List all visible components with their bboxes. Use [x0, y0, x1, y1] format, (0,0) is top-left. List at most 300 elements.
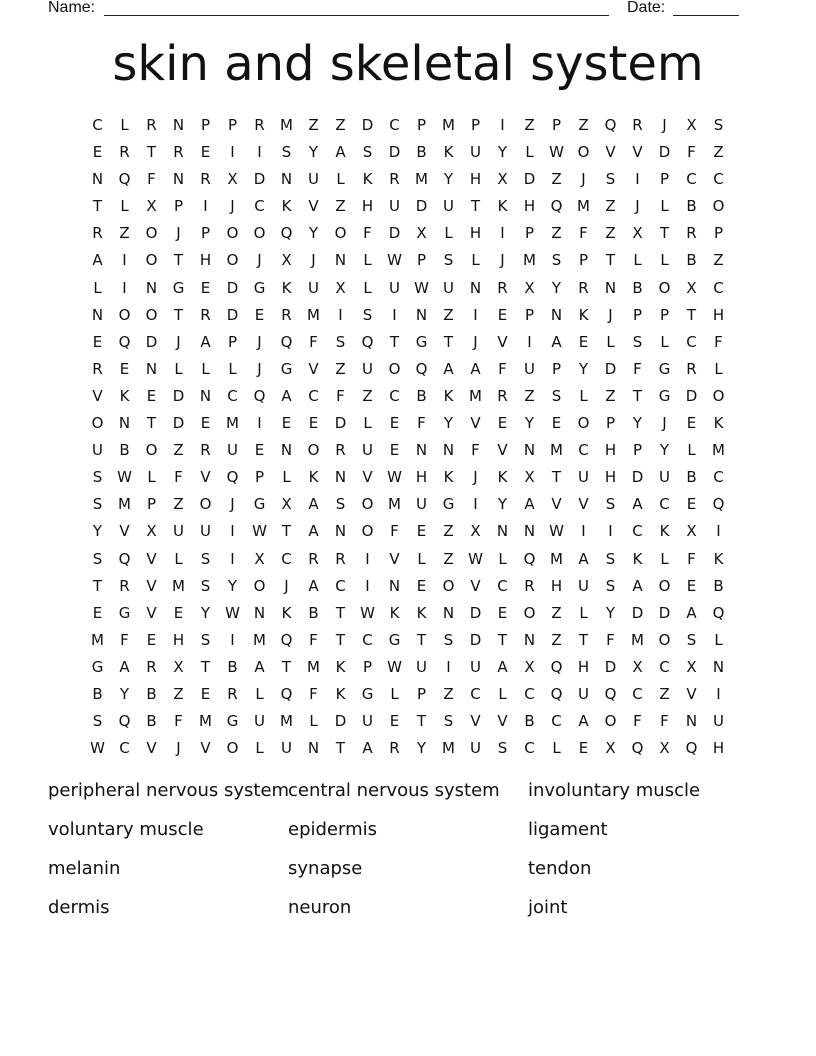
- grid-letter: L: [201, 359, 210, 378]
- grid-letter: I: [338, 305, 343, 324]
- grid-letter: P: [227, 332, 238, 351]
- grid-letter: E: [92, 603, 103, 622]
- grid-letter: S: [200, 549, 211, 568]
- grid-letter: J: [311, 251, 316, 270]
- grid-letter: R: [335, 441, 346, 460]
- grid-letter: Q: [280, 684, 293, 703]
- grid-letter: Y: [551, 278, 562, 297]
- grid-letter: D: [631, 468, 644, 487]
- grid-letter: Q: [253, 386, 266, 405]
- grid-letter: N: [415, 305, 428, 324]
- grid-letter: P: [254, 468, 265, 487]
- grid-letter: G: [658, 359, 671, 378]
- grid-letter: N: [91, 305, 104, 324]
- grid-letter: V: [146, 739, 157, 758]
- grid-letter: P: [524, 224, 535, 243]
- grid-letter: H: [469, 170, 482, 189]
- grid-letter: U: [200, 522, 211, 541]
- grid-letter: N: [253, 603, 266, 622]
- grid-letter: O: [145, 251, 158, 270]
- grid-letter: Y: [443, 170, 454, 189]
- grid-letter: X: [281, 251, 292, 270]
- grid-letter: A: [470, 359, 481, 378]
- grid-letter: F: [309, 684, 318, 703]
- name-label: Name:: [48, 0, 96, 16]
- grid-letter: O: [388, 359, 401, 378]
- grid-letter: B: [713, 576, 724, 595]
- grid-letter: P: [605, 414, 616, 433]
- grid-letter: C: [119, 739, 130, 758]
- grid-letter: K: [659, 522, 670, 541]
- grid-letter: D: [334, 712, 347, 731]
- grid-letter: I: [608, 522, 613, 541]
- grid-letter: E: [389, 441, 400, 460]
- grid-letter: K: [443, 386, 454, 405]
- grid-letter: F: [120, 630, 129, 649]
- grid-letter: R: [524, 576, 535, 595]
- grid-letter: N: [334, 468, 347, 487]
- grid-letter: S: [92, 495, 103, 514]
- grid-letter: J: [176, 332, 181, 351]
- grid-letter: J: [257, 359, 262, 378]
- grid-letter: U: [416, 495, 427, 514]
- grid-letter: F: [498, 359, 507, 378]
- grid-letter: P: [173, 197, 184, 216]
- grid-letter: P: [416, 684, 427, 703]
- grid-letter: B: [92, 684, 103, 703]
- grid-letter: P: [416, 116, 427, 134]
- grid-letter: Z: [605, 224, 616, 243]
- grid-letter: T: [497, 630, 508, 649]
- grid-letter: C: [92, 116, 103, 134]
- grid-letter: B: [416, 143, 427, 162]
- grid-letter: H: [199, 251, 212, 270]
- grid-letter: W: [360, 603, 375, 622]
- grid-letter: A: [632, 495, 643, 514]
- grid-letter: H: [604, 468, 617, 487]
- grid-letter: M: [469, 386, 482, 405]
- grid-letter: N: [442, 603, 455, 622]
- grid-letter: Z: [551, 630, 562, 649]
- grid-letter: O: [226, 251, 239, 270]
- grid-letter: K: [335, 684, 346, 703]
- grid-letter: X: [227, 170, 238, 189]
- grid-letter: U: [227, 441, 238, 460]
- grid-letter: U: [173, 522, 184, 541]
- grid-letter: C: [254, 197, 265, 216]
- grid-letter: B: [227, 657, 238, 676]
- grid-letter: Z: [443, 549, 454, 568]
- grid-letter: K: [362, 170, 373, 189]
- grid-letter: O: [361, 522, 374, 541]
- grid-letter: L: [714, 630, 723, 649]
- grid-letter: I: [230, 143, 235, 162]
- grid-letter: R: [308, 549, 319, 568]
- grid-letter: W: [387, 468, 402, 487]
- grid-letter: X: [605, 739, 616, 758]
- grid-letter: X: [632, 657, 643, 676]
- grid-letter: P: [632, 441, 643, 460]
- grid-letter: P: [146, 495, 157, 514]
- grid-letter: G: [253, 495, 266, 514]
- grid-letter: C: [632, 522, 643, 541]
- grid-letter: X: [686, 522, 697, 541]
- grid-letter: Q: [361, 332, 374, 351]
- grid-letter: X: [524, 468, 535, 487]
- grid-letter: P: [470, 116, 481, 134]
- grid-letter: A: [443, 359, 454, 378]
- grid-letter: S: [362, 305, 373, 324]
- grid-letter: U: [443, 197, 454, 216]
- grid-letter: D: [226, 305, 239, 324]
- grid-letter: S: [605, 495, 616, 514]
- grid-letter: N: [145, 278, 158, 297]
- grid-letter: Z: [713, 143, 724, 162]
- grid-letter: D: [604, 359, 617, 378]
- grid-letter: U: [416, 657, 427, 676]
- grid-letter: C: [578, 441, 589, 460]
- grid-letter: V: [497, 712, 508, 731]
- grid-letter: A: [578, 712, 589, 731]
- grid-letter: E: [254, 305, 265, 324]
- grid-letter: F: [417, 414, 426, 433]
- grid-letter: Y: [578, 359, 589, 378]
- grid-letter: H: [415, 468, 428, 487]
- grid-letter: E: [92, 332, 103, 351]
- grid-letter: D: [253, 170, 266, 189]
- grid-letter: E: [416, 522, 427, 541]
- grid-letter: L: [174, 549, 183, 568]
- grid-letter: T: [335, 739, 346, 758]
- grid-letter: M: [550, 441, 563, 460]
- grid-letter: Y: [497, 143, 508, 162]
- grid-letter: B: [686, 468, 697, 487]
- grid-letter: S: [281, 143, 292, 162]
- grid-letter: D: [226, 278, 239, 297]
- grid-letter: U: [524, 359, 535, 378]
- grid-letter: U: [362, 712, 373, 731]
- grid-letter: E: [200, 278, 211, 297]
- grid-letter: F: [174, 712, 183, 731]
- grid-letter: C: [686, 332, 697, 351]
- grid-letter: J: [284, 576, 289, 595]
- grid-letter: C: [227, 386, 238, 405]
- grid-letter: K: [713, 414, 724, 433]
- grid-letter: L: [309, 712, 318, 731]
- word-list-item: tendon: [528, 858, 592, 879]
- grid-letter: A: [119, 657, 130, 676]
- grid-letter: R: [200, 170, 211, 189]
- grid-letter: X: [686, 278, 697, 297]
- grid-letter: L: [120, 197, 129, 216]
- grid-letter: M: [415, 170, 428, 189]
- grid-letter: Q: [118, 170, 131, 189]
- grid-letter: U: [281, 739, 292, 758]
- grid-letter: Q: [415, 359, 428, 378]
- grid-letter: E: [551, 414, 562, 433]
- grid-letter: C: [470, 684, 481, 703]
- grid-letter: X: [470, 522, 481, 541]
- grid-letter: O: [523, 603, 536, 622]
- grid-letter: I: [581, 522, 586, 541]
- grid-letter: L: [282, 468, 291, 487]
- grid-letter: O: [199, 495, 212, 514]
- grid-letter: O: [91, 414, 104, 433]
- grid-letter: X: [524, 657, 535, 676]
- grid-letter: K: [443, 468, 454, 487]
- grid-letter: S: [605, 549, 616, 568]
- grid-letter: S: [92, 468, 103, 487]
- grid-letter: V: [200, 739, 211, 758]
- grid-letter: J: [581, 170, 586, 189]
- grid-letter: N: [118, 414, 131, 433]
- grid-letter: N: [334, 522, 347, 541]
- grid-letter: O: [145, 305, 158, 324]
- grid-letter: Q: [685, 739, 698, 758]
- grid-letter: F: [660, 712, 669, 731]
- grid-letter: L: [228, 359, 237, 378]
- grid-letter: O: [442, 576, 455, 595]
- grid-letter: X: [659, 739, 670, 758]
- grid-letter: V: [308, 359, 319, 378]
- grid-letter: R: [92, 359, 103, 378]
- grid-letter: L: [363, 251, 372, 270]
- grid-letter: L: [174, 359, 183, 378]
- grid-letter: M: [523, 251, 536, 270]
- grid-letter: I: [122, 278, 127, 297]
- grid-letter: C: [308, 386, 319, 405]
- grid-letter: O: [577, 143, 590, 162]
- grid-letter: K: [578, 305, 589, 324]
- grid-letter: R: [578, 278, 589, 297]
- grid-letter: V: [497, 332, 508, 351]
- grid-letter: E: [92, 143, 103, 162]
- grid-letter: Q: [280, 332, 293, 351]
- grid-letter: R: [632, 116, 643, 134]
- grid-letter: Z: [659, 684, 670, 703]
- grid-letter: H: [361, 197, 374, 216]
- grid-letter: R: [146, 657, 157, 676]
- grid-letter: Y: [92, 522, 103, 541]
- grid-letter: M: [550, 549, 563, 568]
- grid-letter: O: [253, 576, 266, 595]
- grid-letter: Q: [226, 468, 239, 487]
- grid-letter: P: [524, 305, 535, 324]
- grid-letter: Z: [605, 386, 616, 405]
- grid-letter: S: [497, 739, 508, 758]
- grid-letter: M: [253, 630, 266, 649]
- grid-letter: O: [145, 224, 158, 243]
- grid-letter: P: [227, 116, 238, 134]
- grid-letter: Q: [118, 549, 131, 568]
- grid-letter: C: [389, 386, 400, 405]
- grid-letter: H: [604, 441, 617, 460]
- grid-letter: A: [497, 657, 508, 676]
- grid-letter: M: [577, 197, 590, 216]
- grid-letter: Q: [118, 332, 131, 351]
- grid-letter: B: [416, 386, 427, 405]
- grid-letter: D: [658, 143, 671, 162]
- grid-letter: J: [662, 116, 667, 134]
- grid-letter: E: [497, 603, 508, 622]
- grid-letter: G: [388, 630, 401, 649]
- grid-letter: M: [280, 116, 293, 134]
- grid-letter: U: [578, 576, 589, 595]
- grid-letter: S: [713, 116, 724, 134]
- grid-letter: E: [389, 712, 400, 731]
- grid-letter: T: [146, 414, 157, 433]
- grid-letter: P: [659, 170, 670, 189]
- grid-letter: I: [203, 197, 208, 216]
- grid-letter: E: [416, 576, 427, 595]
- grid-letter: N: [91, 170, 104, 189]
- grid-letter: U: [470, 739, 481, 758]
- grid-letter: B: [119, 441, 130, 460]
- grid-letter: H: [523, 197, 536, 216]
- grid-letter: U: [308, 170, 319, 189]
- grid-letter: I: [122, 251, 127, 270]
- word-list: [48, 776, 768, 932]
- grid-letter: C: [524, 684, 535, 703]
- grid-letter: E: [281, 414, 292, 433]
- grid-letter: I: [365, 576, 370, 595]
- grid-letter: V: [470, 576, 481, 595]
- grid-letter: D: [469, 630, 482, 649]
- grid-letter: X: [497, 170, 508, 189]
- grid-letter: I: [230, 549, 235, 568]
- grid-letter: A: [551, 332, 562, 351]
- grid-letter: N: [145, 359, 158, 378]
- grid-letter: Q: [550, 684, 563, 703]
- date-blank-line: [673, 15, 739, 16]
- grid-letter: J: [473, 468, 478, 487]
- grid-letter: D: [361, 116, 374, 134]
- grid-letter: E: [686, 495, 697, 514]
- grid-letter: R: [119, 576, 130, 595]
- grid-letter: K: [443, 143, 454, 162]
- grid-letter: I: [446, 657, 451, 676]
- grid-letter: J: [473, 332, 478, 351]
- word-list-item: joint: [528, 897, 568, 918]
- grid-letter: X: [146, 197, 157, 216]
- grid-letter: F: [471, 441, 480, 460]
- grid-letter: X: [416, 224, 427, 243]
- grid-letter: X: [632, 224, 643, 243]
- grid-letter: B: [146, 712, 157, 731]
- grid-letter: T: [281, 522, 292, 541]
- grid-letter: V: [362, 468, 373, 487]
- grid-letter: T: [200, 657, 211, 676]
- grid-letter: Z: [173, 441, 184, 460]
- grid-letter: J: [176, 224, 181, 243]
- grid-letter: L: [633, 251, 642, 270]
- grid-letter: Q: [712, 495, 725, 514]
- grid-letter: O: [334, 224, 347, 243]
- grid-letter: D: [685, 386, 698, 405]
- grid-letter: L: [525, 143, 534, 162]
- grid-letter: N: [469, 278, 482, 297]
- grid-letter: V: [470, 712, 481, 731]
- grid-letter: V: [119, 522, 130, 541]
- grid-letter: H: [172, 630, 185, 649]
- grid-letter: L: [444, 224, 453, 243]
- grid-letter: Z: [362, 386, 373, 405]
- word-list-item: neuron: [288, 897, 352, 918]
- grid-letter: G: [280, 359, 293, 378]
- grid-letter: Q: [712, 603, 725, 622]
- grid-letter: J: [662, 414, 667, 433]
- grid-letter: Y: [632, 414, 643, 433]
- grid-letter: T: [173, 305, 184, 324]
- grid-letter: Y: [119, 684, 130, 703]
- grid-letter: F: [390, 522, 399, 541]
- grid-letter: D: [334, 414, 347, 433]
- grid-letter: V: [497, 441, 508, 460]
- grid-letter: R: [92, 224, 103, 243]
- grid-letter: T: [173, 251, 184, 270]
- grid-letter: O: [307, 441, 320, 460]
- grid-letter: C: [713, 468, 724, 487]
- grid-letter: C: [551, 712, 562, 731]
- grid-letter: T: [578, 630, 589, 649]
- grid-letter: E: [146, 630, 157, 649]
- grid-letter: P: [200, 224, 211, 243]
- grid-letter: O: [145, 441, 158, 460]
- grid-letter: L: [363, 414, 372, 433]
- grid-letter: A: [308, 522, 319, 541]
- grid-letter: A: [524, 495, 535, 514]
- grid-letter: X: [524, 278, 535, 297]
- grid-letter: K: [119, 386, 130, 405]
- grid-letter: P: [362, 657, 373, 676]
- grid-letter: K: [497, 197, 508, 216]
- grid-letter: A: [92, 251, 103, 270]
- grid-letter: V: [578, 495, 589, 514]
- grid-letter: T: [443, 332, 454, 351]
- grid-letter: X: [335, 278, 346, 297]
- grid-letter: O: [658, 278, 671, 297]
- grid-letter: I: [230, 522, 235, 541]
- grid-letter: O: [658, 576, 671, 595]
- grid-letter: P: [659, 305, 670, 324]
- grid-letter: Y: [416, 739, 427, 758]
- grid-letter: V: [470, 414, 481, 433]
- grid-letter: E: [389, 414, 400, 433]
- grid-letter: S: [443, 251, 454, 270]
- grid-letter: N: [307, 739, 320, 758]
- grid-letter: L: [120, 116, 129, 134]
- grid-letter: K: [389, 603, 400, 622]
- grid-letter: W: [117, 468, 132, 487]
- grid-letter: K: [335, 657, 346, 676]
- grid-letter: V: [605, 143, 616, 162]
- grid-letter: Z: [335, 359, 346, 378]
- grid-letter: M: [307, 305, 320, 324]
- grid-letter: O: [118, 305, 131, 324]
- grid-letter: N: [523, 522, 536, 541]
- grid-letter: F: [714, 332, 723, 351]
- grid-letter: F: [633, 712, 642, 731]
- grid-letter: T: [632, 386, 643, 405]
- grid-letter: C: [497, 576, 508, 595]
- grid-letter: T: [281, 657, 292, 676]
- grid-letter: L: [714, 359, 723, 378]
- grid-letter: L: [498, 549, 507, 568]
- grid-letter: N: [604, 278, 617, 297]
- grid-letter: R: [335, 549, 346, 568]
- grid-letter: Z: [443, 684, 454, 703]
- grid-letter: D: [172, 414, 185, 433]
